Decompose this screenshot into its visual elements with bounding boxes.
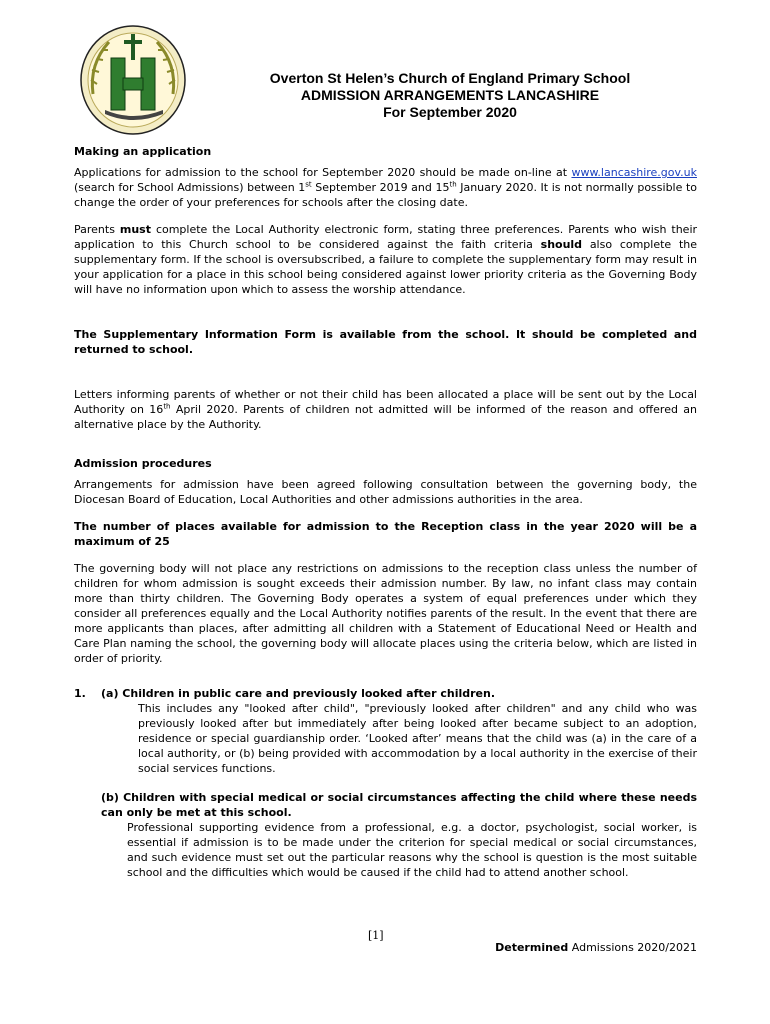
procedures-paragraph-1: Arrangements for admission have been agreed following consultation between the governing body, the Diocesan Board of Education, Local Authorities and other admissions authorities in the area. <box>74 478 697 506</box>
lancashire-link[interactable]: www.lancashire.gov.uk <box>571 166 697 179</box>
supplementary-form-note: The Supplementary Information Form is available from the school. It should be completed and returned to school. <box>74 328 697 356</box>
document-title-block <box>200 70 700 121</box>
criterion-b-label: (b) Children with special medical or social circumstances affecting the child where these needs can only be met at this school. <box>101 791 697 819</box>
footer-admissions: Admissions 2020/2021 <box>571 941 697 954</box>
criterion-a-text: This includes any "looked after child", "previously looked after children" and any child who was previously looked after but immediately after being looked after became subject to an adoption, residence or special guardianship order. ‘Looked after’ means that the child was (a) in the care of a local authority, or (b) being provided with accommodation by a local authority in the exercise of their social services functions. <box>138 702 697 775</box>
criterion-a-label: (a) Children in public care and previously looked after children. <box>101 687 496 700</box>
school-crest-logo <box>79 24 187 136</box>
places-available-note: The number of places available for admission to the Reception class in the year 2020 will be a maximum of 25 <box>74 520 697 548</box>
criterion-b-text: Professional supporting evidence from a professional, e.g. a doctor, psychologist, social worker, is essential if admission is to be made under the criterion for special medical or social circumstances, and such evidence must set out the particular reasons why the school is question is the most suitable school and the difficulties which would be caused if the child had to attend another school. <box>127 821 697 879</box>
criterion-number: 1. <box>74 687 86 700</box>
procedures-paragraph-2: The governing body will not place any restrictions on admissions to the reception class unless the number of children for whom admission is sought exceeds their admission number. By law, no infant class may contain more than thirty children. The Governing Body operates a system of equal preferences under which they consider all preferences equally and the Local Authority notifies parents of the result. In the event that there are more applicants than places, after admitting all children with a Statement of Educational Need or Health and Care Plan naming the school, the governing body will allocate places using the criteria below, which are listed in order of priority. <box>74 562 697 665</box>
making-paragraph-3: Letters informing parents of whether or not their child has been allocated a place will be sent out by the Local Authority on 16th April 2020. Parents of children not admitted will be informed of the reason and offered an alternative place by the Authority. <box>74 388 697 431</box>
document-body <box>74 144 697 880</box>
criterion-b <box>101 790 697 880</box>
footer-determined <box>470 941 697 954</box>
footer-determined-label: Determined <box>495 941 569 954</box>
making-paragraph-1: Applications for admission to the school for September 2020 should be made on-line at www.lancashire.gov.uk (search for School Admissions) between 1st September 2019 and 15th January 2020. It is not normally possible to change the order of your preferences for schools after the closing date. <box>74 166 697 209</box>
making-paragraph-2: Parents must complete the Local Authority electronic form, stating three preferences. Parents who wish their application to this Church school to be considered against the faith criteria should also complete the supplementary form. If the school is oversubscribed, a failure to complete the supplementary form may result in your application for a place in this school being considered against lower priority criteria as the Governing Body will have no information upon which to assess the worship attendance. <box>74 223 698 296</box>
school-name: Overton St Helen’s Church of England Primary School <box>269 70 631 86</box>
criterion-1 <box>74 686 697 880</box>
procedures-heading: Admission procedures <box>74 457 212 470</box>
making-heading: Making an application <box>74 145 212 158</box>
for-date: For September 2020 <box>383 104 517 120</box>
page-number: [1] <box>368 929 384 942</box>
doc-title: ADMISSION ARRANGEMENTS LANCASHIRE <box>300 87 600 103</box>
